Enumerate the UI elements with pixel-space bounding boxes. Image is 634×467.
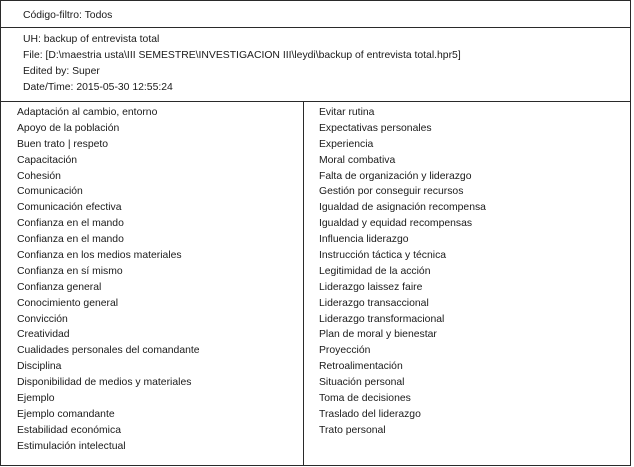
code-item: Legitimidad de la acción xyxy=(319,265,431,277)
code-item: Conocimiento general xyxy=(17,297,119,309)
code-item: Ejemplo xyxy=(17,393,55,405)
codes-column-left xyxy=(17,105,200,455)
edited-by-line: Edited by: Super xyxy=(23,66,100,77)
code-item: Plan de moral y bienestar xyxy=(319,329,437,341)
code-item: Capacitación xyxy=(17,154,78,166)
code-item: Expectativas personales xyxy=(319,122,432,134)
code-item: Proyección xyxy=(319,345,371,357)
code-item: Confianza en los medios materiales xyxy=(17,250,182,262)
code-item: Apoyo de la población xyxy=(17,122,120,134)
code-item: Liderazgo transformacional xyxy=(319,313,445,325)
code-item: Instrucción táctica y técnica xyxy=(319,250,447,262)
code-item: Influencia liderazgo xyxy=(319,234,409,246)
file-path-line: File: [D:\maestria usta\III SEMESTRE\INVESTIGACION III\leydi\backup of entrevista total.hpr5] xyxy=(23,50,461,61)
code-item: Trato personal xyxy=(319,424,386,436)
code-item: Buen trato | respeto xyxy=(17,138,109,150)
code-item: Ejemplo comandante xyxy=(17,408,115,420)
code-item: Igualdad de asignación recompensa xyxy=(319,202,486,214)
code-item: Moral combativa xyxy=(319,154,396,166)
code-item: Comunicación efectiva xyxy=(17,202,122,214)
column-divider xyxy=(303,102,304,466)
code-item: Traslado del liderazgo xyxy=(319,408,421,420)
code-item: Evitar rutina xyxy=(319,107,375,118)
code-item: Situación personal xyxy=(319,377,405,389)
code-item: Toma de decisiones xyxy=(319,393,411,405)
code-item: Liderazgo laissez faire xyxy=(319,281,423,293)
code-item: Gestión por conseguir recursos xyxy=(319,186,464,198)
codes-table xyxy=(0,101,631,466)
code-item: Confianza en el mando xyxy=(17,218,124,230)
code-item: Disponibilidad de medios y materiales xyxy=(17,377,192,389)
hermeneutic-unit-line: UH: backup of entrevista total xyxy=(23,34,160,45)
date-time-line: Date/Time: 2015-05-30 12:55:24 xyxy=(23,82,173,93)
code-item: Comunicación xyxy=(17,186,83,198)
filter-row xyxy=(0,0,631,28)
code-item: Liderazgo transaccional xyxy=(319,297,429,309)
code-item: Retroalimentación xyxy=(319,361,403,373)
code-item: Cualidades personales del comandante xyxy=(17,345,200,357)
code-filter-label: Código-filtro: Todos xyxy=(23,10,113,21)
code-item: Confianza en el mando xyxy=(17,234,124,246)
report-header xyxy=(0,27,631,102)
code-item: Estimulación intelectual xyxy=(17,440,126,452)
code-item: Igualdad y equidad recompensas xyxy=(319,218,473,230)
codes-column-right xyxy=(319,105,486,439)
code-item: Confianza en sí mismo xyxy=(17,265,123,277)
code-item: Confianza general xyxy=(17,281,102,293)
code-item: Adaptación al cambio, entorno xyxy=(17,107,158,118)
code-item: Convicción xyxy=(17,313,68,325)
code-item: Creatividad xyxy=(17,329,70,341)
code-item: Falta de organización y liderazgo xyxy=(319,170,472,182)
code-item: Estabilidad económica xyxy=(17,424,121,436)
code-item: Experiencia xyxy=(319,138,374,150)
code-item: Cohesión xyxy=(17,170,61,182)
code-item: Disciplina xyxy=(17,361,62,373)
